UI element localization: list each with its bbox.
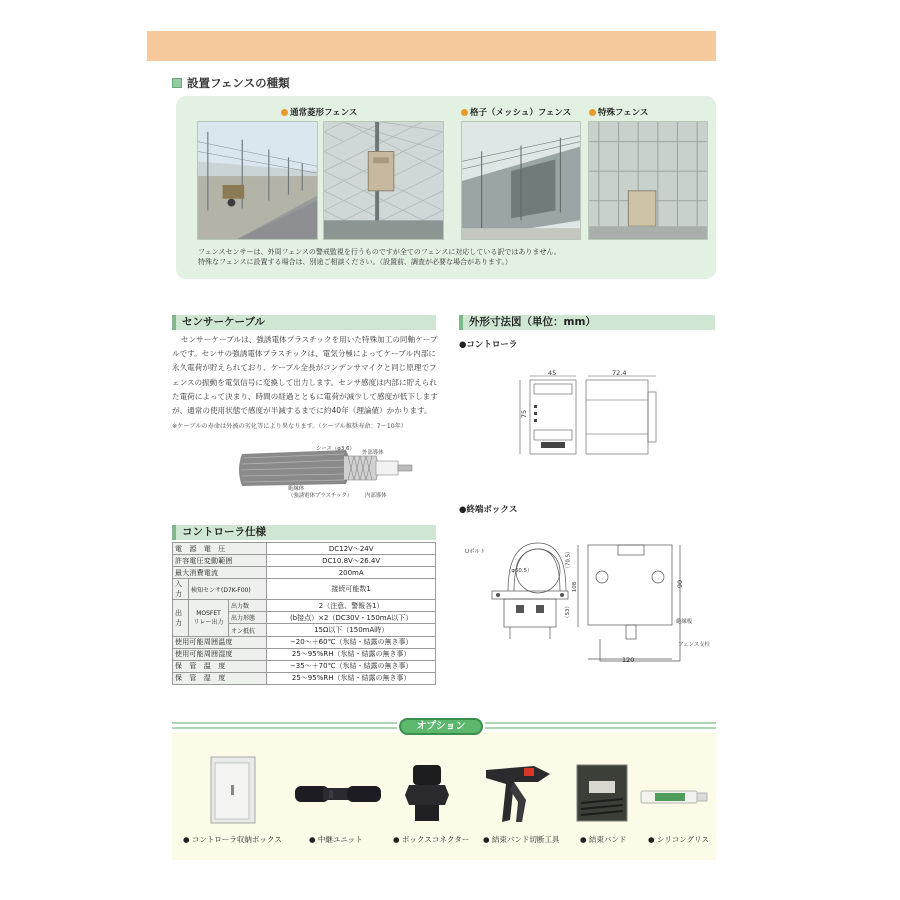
table-row: 許容電圧変動範囲 DC10.8V〜26.4V [173, 555, 436, 567]
dim-controller-height: 75 [520, 409, 529, 419]
sensor-cable-heading: センサーケーブル [172, 315, 436, 330]
controller-dimension-drawing [516, 370, 666, 460]
options-divider-left-2 [172, 727, 397, 729]
dim-120: 120 [622, 656, 635, 664]
table-row: 使用可能周囲湿度 25〜95%RH（氷結・結露の無き事） [173, 648, 436, 660]
fence-label-diamond: 通常菱形フェンス [281, 106, 357, 118]
table-row: 最大消費電流 200mA [173, 567, 436, 579]
silicone-grease-image [639, 788, 709, 806]
dim-53: （53） [564, 603, 571, 621]
header-band [147, 31, 716, 61]
fence-label-special: 特殊フェンス [589, 106, 648, 118]
terminal-box-drawing [480, 535, 700, 665]
orange-dot-icon [461, 109, 468, 116]
dim-controller-width: 45 [548, 369, 557, 377]
dim-90: 90 [676, 579, 685, 589]
table-row: 保 管 湿 度 25〜95%RH（氷結・結露の無き事） [173, 672, 436, 684]
table-row: 電 源 電 圧 DC12V〜24V [173, 543, 436, 555]
label-phi-60-5: （φ60.5） [506, 568, 533, 574]
photo-mesh-fence [461, 121, 581, 240]
options-divider-left [172, 722, 397, 724]
fence-section-title [172, 75, 290, 91]
option-box-connector: ● ボックスコネクター [393, 835, 470, 844]
label-inner-conductor: 内部導体 [365, 493, 387, 499]
fence-label-mesh: 格子（メッシュ）フェンス [461, 106, 571, 118]
relay-unit-image [293, 782, 383, 806]
option-band-cutting-tool: ● 結束バンド切断工具 [483, 835, 560, 844]
fence-section-title-text: 設置フェンスの種類 [187, 76, 290, 90]
controller-dim-title: ●コントローラ [459, 340, 518, 350]
options-divider-right [485, 722, 716, 724]
label-insulator: 絶縁体 [288, 486, 305, 492]
table-row: オン抵抗 15Ω以下（150mA時） [173, 624, 436, 636]
table-row: 出力 MOSFET リレー出力 出力数 2（注意、警報各1） [173, 600, 436, 612]
label-fence-post: フェンス支柱 [678, 642, 710, 648]
cable-life-note: ※ケーブルの寿命は外被の劣化等により異なります。（ケーブル推奨寿命：7〜10年） [172, 423, 408, 430]
table-row: 保 管 温 度 −35〜＋70℃（氷結・結露の無き事） [173, 660, 436, 672]
square-bullet-icon [172, 78, 182, 88]
label-u-bolt: Uボルト [465, 549, 486, 555]
label-insulator-sub: （強誘電体プラスチック） [288, 493, 353, 499]
terminal-box-title: ●終端ボックス [459, 505, 518, 515]
cable-tie-pack-image [575, 763, 629, 823]
controller-spec-heading: コントローラ仕様 [172, 525, 436, 540]
dim-controller-depth: 72.4 [612, 369, 627, 377]
photo-diamond-fence [197, 121, 318, 240]
table-row: 入力 検知センサ(D7K-F00) 接続可能数1 [173, 579, 436, 600]
dimensions-heading: 外形寸法図（単位：mm） [459, 315, 715, 330]
table-row: 出力形態 (b接点）×2（DC30V・150mA以下） [173, 612, 436, 624]
band-cutting-tool-image [484, 760, 554, 826]
orange-dot-icon [281, 109, 288, 116]
sensor-cable-body: センサーケーブルは、強誘電体プラスチックを用いた特殊加工の同軸ケーブルです。センサの強誘電体プラスチックは、電気分極によってケーブル内部に永久電荷が貯えられており、ケーブル全長がコンデンサマイクと同じ原理でフェンスの振動を電気信号に変換して出力します。センサ感度は内部に貯えられた電荷によって決まり、時間の経過とともに電荷が減少して感度が低下しますが、通常の使用状態で感度が半減するまでに約40年（理論値）かかります。 [172, 335, 438, 416]
option-controller-box: ● コントローラ収納ボックス [183, 835, 282, 844]
label-insulation-plate: 絶縁板 [676, 619, 693, 625]
dim-108: 108 [572, 581, 579, 593]
controller-box-image [209, 755, 259, 825]
label-sheath: シース（φ3.6） [316, 446, 355, 452]
table-row: 使用可能周囲温度 −20〜＋60℃（氷結・結露の無き事） [173, 636, 436, 648]
orange-dot-icon [589, 109, 596, 116]
fence-note-line2: 特殊なフェンスに設置する場合は、別途ご相談ください。（設置前、調査が必要な場合があります。） [198, 258, 512, 266]
controller-spec-table [172, 542, 436, 685]
dim-70-5: （70.5） [565, 548, 572, 572]
option-relay-unit: ● 中継ユニット [309, 835, 363, 844]
options-divider-right-2 [485, 727, 716, 729]
label-outer-conductor: 外部導体 [362, 450, 384, 456]
photo-sensor-box [323, 121, 444, 240]
option-cable-tie: ● 結束バンド [580, 835, 627, 844]
cable-cross-section-diagram [236, 446, 416, 492]
options-title: オプション [399, 718, 483, 735]
photo-special-fence [588, 121, 708, 240]
option-silicone-grease: ● シリコングリス [648, 835, 709, 844]
box-connector-image [405, 763, 449, 823]
fence-note-line1: フェンスセンサーは、外周フェンスの警戒監視を行うものですが全てのフェンスに対応している訳ではありません。 [198, 248, 561, 256]
